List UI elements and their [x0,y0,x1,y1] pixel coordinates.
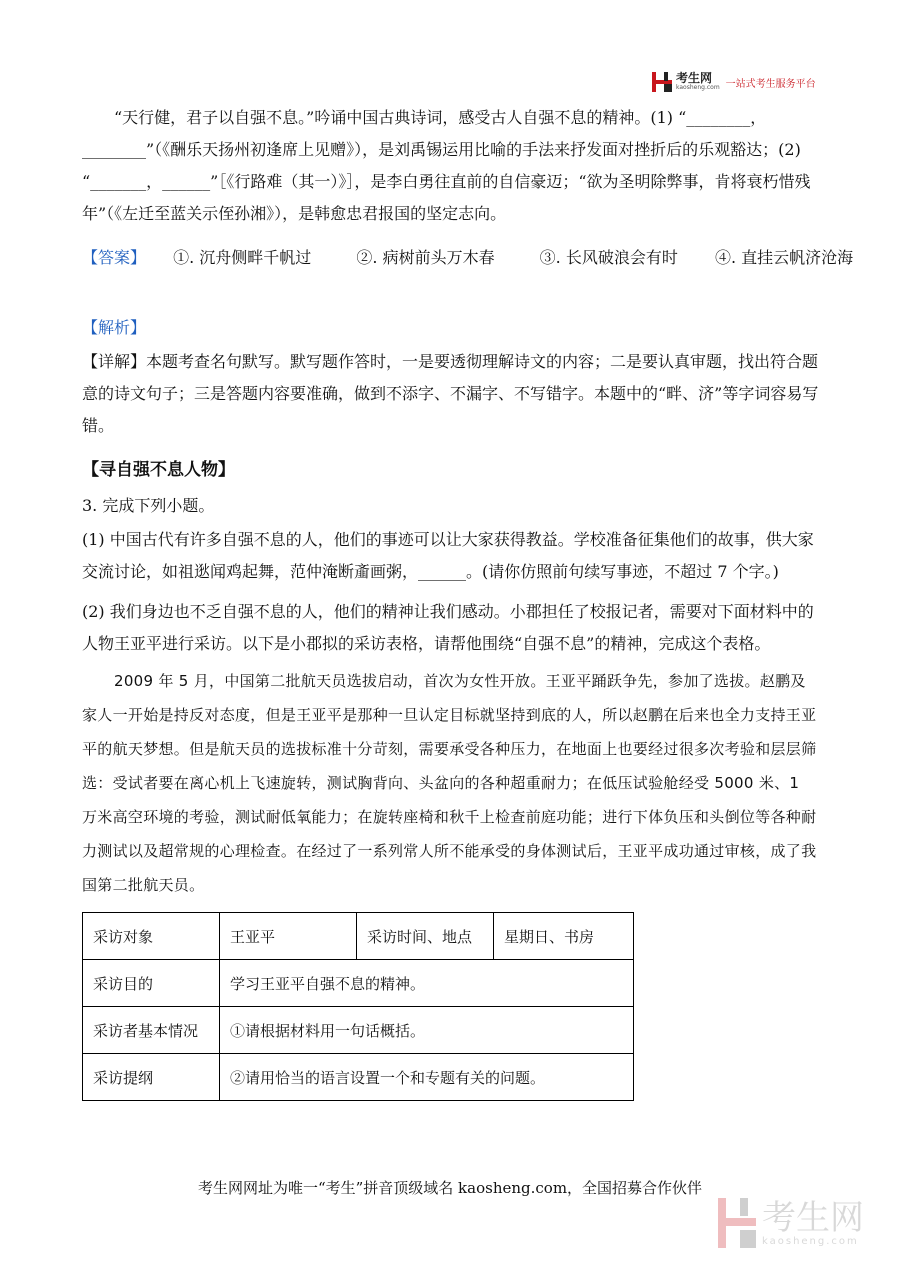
answer-item: ②. 病树前头万木春 [356,248,495,267]
kaosheng-logo[interactable] [652,70,816,94]
table-row [83,1007,634,1054]
material-passage: 2009 年 5 月，中国第二批航天员选拔启动，首次为女性开放。王亚平踊跃争先，参加了选拔。赵鹏及家人一开始是持反对态度，但是王亚平是那种一旦认定目标就坚持到底的人，所以赵鹏在后来也全力支持王亚平的航天梦想。但是航天员的选拔标准十分苛刻，需要承受各种压力，在地面上也要经过很多次考验和层层筛选：受试者要在离心机上飞速旋转，测试胸背向、头盆向的各种超重耐力；在低压试验舱经受 5000 米、1 万米高空环境的考验，测试耐低氧能力；在旋转座椅和秋千上检查前庭功能；进行下体负压和头倒位等各种耐力测试以及超常规的心理检查。在经过了一系列常人所不能承受的身体测试后，王亚平成功通过审核，成了我国第二批航天员。 [82,672,817,894]
logo-domain: kaosheng.com [676,84,720,91]
q3-sub2: (2) 我们身边也不乏自强不息的人，他们的精神让我们感动。小郡担任了校报记者，需要对下面材料中的人物王亚平进行采访。以下是小郡拟的采访表格，请帮他围绕“自强不息”的精神，完成这个表格。 [82,602,814,653]
table-cell: ②请用恰当的语言设置一个和专题有关的问题。 [220,1054,634,1101]
answer-label: 【答案】 [82,248,147,267]
interview-table [82,912,634,1101]
prev-question-stem: “天行健，君子以自强不息。”吟诵中国古典诗词，感受古人自强不息的精神。(1) “________，________”（《酬乐天扬州初逢席上见赠》），是刘禹锡运用比喻的手法来抒发面对挫折后的乐观豁达；(2) “_______，______”［《行路难（其一）》］，是李白勇往直前的自信豪迈；“欲为圣明除弊事，肯将衰朽惜残年”（《左迁至蓝关示侄孙湘》），是韩愈忠君报国的坚定志向。 [82,108,811,223]
logo-slogan: 一站式考生服务平台 [725,78,816,90]
answer-row [82,248,853,268]
watermark [718,1198,864,1248]
section-title: 【寻自强不息人物】 [82,460,235,480]
table-cell: 学习王亚平自强不息的精神。 [220,960,634,1007]
table-cell: 采访目的 [83,960,220,1007]
table-cell: 采访时间、地点 [357,913,494,960]
answer-item: ④. 直挂云帆济沧海 [714,248,854,267]
detail-explanation: 【详解】本题考查名句默写。默写题作答时，一是要透彻理解诗文的内容；二是要认真审题，找出符合题意的诗文句子；三是答题内容要准确，做到不添字、不漏字、不写错字。本题中的“畔、济”等字词容易写错。 [82,352,819,435]
table-cell: 采访提纲 [83,1054,220,1101]
table-cell: 星期日、书房 [494,913,634,960]
logo-mark-icon [652,72,672,92]
watermark-logo-icon [718,1198,756,1248]
page-footer: 考生网网址为唯一“考生”拼音顶级域名 kaosheng.com，全国招募合作伙伴 [197,1179,703,1197]
table-row [83,960,634,1007]
table-cell: 采访对象 [83,913,220,960]
q3-title: 3. 完成下列小题。 [82,496,215,515]
answer-item: ①. 沉舟侧畔千帆过 [173,248,312,267]
table-cell: 采访者基本情况 [83,1007,220,1054]
logo-name: 考生网 [676,71,713,85]
watermark-domain: kaosheng.com [762,1235,859,1247]
table-row [83,913,634,960]
q3-sub1: (1) 中国古代有许多自强不息的人，他们的事迹可以让大家获得教益。学校准备征集他们的故事，供大家交流讨论，如祖逖闻鸡起舞，范仲淹断齑画粥，______。(请你仿照前句续写事迹，不超过 7 个字。) [82,530,814,581]
analysis-label: 【解析】 [82,318,147,337]
table-cell: 王亚平 [220,913,357,960]
answer-item: ③. 长风破浪会有时 [539,248,678,267]
table-row [83,1054,634,1101]
table-cell: ①请根据材料用一句话概括。 [220,1007,634,1054]
watermark-name: 考生网 [762,1197,864,1238]
